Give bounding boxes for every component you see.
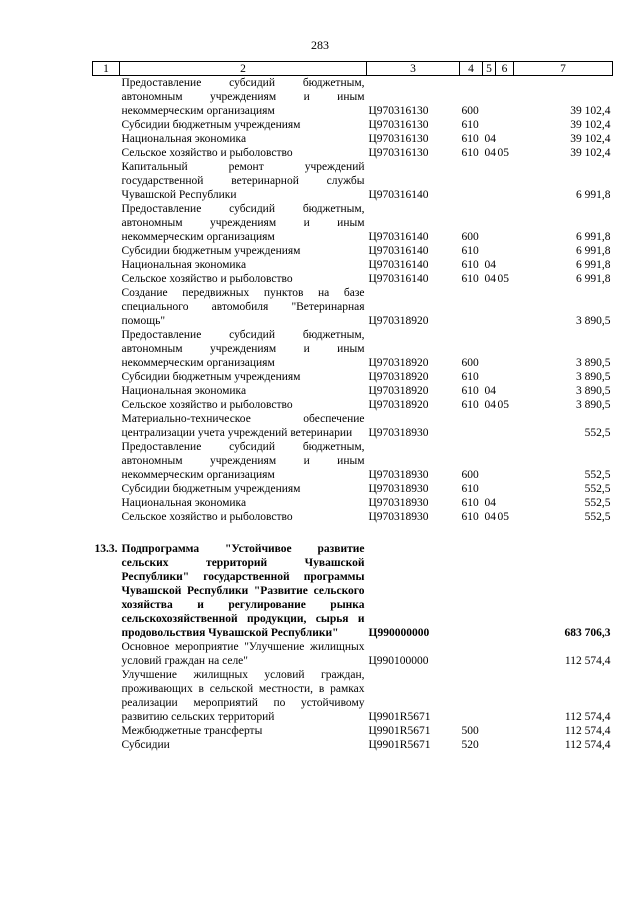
row-code: Ц9901R5671	[368, 711, 431, 723]
row-amount: 6 991,8	[576, 259, 611, 271]
row-name: Капитальный ремонт учреждений государственной ветеринарной службы Чувашской Республики	[121, 161, 365, 201]
table-row	[93, 286, 613, 328]
row-subsection	[496, 440, 514, 482]
row-expense-type: 610	[461, 147, 479, 159]
row-section	[483, 244, 496, 258]
row-section: 04	[484, 273, 496, 285]
row-amount: 552,5	[584, 469, 611, 481]
row-name: Подпрограмма "Устойчивое развитие сельских территорий Чувашской Республики" государственной программы Чувашской Республики "Развитие сельского хозяйства и регулирование рынка сельскохозяйственной продукции, сырья и продовольствия Чувашской Республики"	[121, 543, 365, 639]
row-amount: 112 574,4	[564, 655, 611, 667]
row-name: Субсидии бюджетным учреждениям	[121, 483, 301, 495]
column-header: 2	[120, 62, 367, 76]
table-row	[93, 76, 613, 119]
row-amount: 39 102,4	[570, 119, 611, 131]
row-section	[483, 724, 496, 738]
page-number: 283	[311, 38, 329, 52]
row-expense-type	[460, 286, 483, 328]
row-code: Ц970318930	[368, 511, 429, 523]
row-code: Ц970318920	[368, 357, 429, 369]
row-subsection	[496, 328, 514, 370]
row-expense-type	[460, 668, 483, 724]
row-name: Межбюджетные трансферты	[121, 725, 263, 737]
row-section: 04	[484, 259, 496, 271]
row-number	[93, 440, 120, 482]
row-name: Сельское хозяйство и рыболовство	[121, 511, 293, 523]
row-subsection	[496, 738, 514, 752]
row-code: Ц970316140	[368, 231, 429, 243]
row-number	[93, 328, 120, 370]
row-expense-type: 610	[461, 483, 479, 495]
row-code: Ц970316140	[368, 245, 429, 257]
row-subsection: 05	[497, 511, 509, 523]
table-row	[93, 118, 613, 132]
row-subsection	[496, 202, 514, 244]
row-subsection	[496, 286, 514, 328]
table-row	[93, 258, 613, 272]
row-amount: 3 890,5	[576, 315, 611, 327]
row-code: Ц990100000	[368, 655, 429, 667]
table-row	[93, 510, 613, 524]
table-row	[93, 370, 613, 384]
row-expense-type: 610	[461, 385, 479, 397]
row-expense-type: 610	[461, 511, 479, 523]
row-number: 13.3.	[94, 543, 118, 555]
row-section	[483, 412, 496, 440]
row-name: Предоставление субсидий бюджетным, автономным учреждениям и иным некоммерческим организациям	[121, 77, 365, 117]
row-name: Субсидии	[121, 739, 170, 751]
row-expense-type: 600	[461, 231, 479, 243]
table-row	[93, 440, 613, 482]
row-section	[483, 440, 496, 482]
row-expense-type: 610	[461, 259, 479, 271]
row-section	[483, 668, 496, 724]
row-amount: 39 102,4	[570, 147, 611, 159]
row-number	[93, 510, 120, 524]
column-header: 6	[496, 62, 514, 76]
row-code: Ц970318930	[368, 483, 429, 495]
row-amount: 3 890,5	[576, 399, 611, 411]
row-expense-type: 610	[461, 245, 479, 257]
table-row	[93, 398, 613, 412]
row-number	[93, 640, 120, 668]
row-code: Ц970318930	[368, 427, 429, 439]
row-subsection	[496, 132, 514, 146]
column-header: 4	[460, 62, 483, 76]
row-number	[93, 244, 120, 258]
column-header: 3	[367, 62, 460, 76]
row-section	[483, 370, 496, 384]
row-code: Ц970318930	[368, 497, 429, 509]
row-section	[483, 482, 496, 496]
row-expense-type	[460, 412, 483, 440]
row-number	[93, 398, 120, 412]
row-subsection	[496, 370, 514, 384]
table-row	[93, 384, 613, 398]
row-expense-type: 600	[461, 469, 479, 481]
row-section: 04	[484, 511, 496, 523]
row-code: Ц970316140	[368, 273, 429, 285]
table-row	[93, 328, 613, 370]
spacer-row	[93, 524, 613, 542]
table-row	[93, 132, 613, 146]
row-amount: 39 102,4	[570, 133, 611, 145]
table-row	[93, 412, 613, 440]
table-row	[93, 724, 613, 738]
column-header: 7	[514, 62, 613, 76]
row-subsection	[496, 384, 514, 398]
row-expense-type: 610	[461, 119, 479, 131]
row-number	[93, 668, 120, 724]
row-expense-type: 600	[461, 357, 479, 369]
row-name: Основное мероприятие "Улучшение жилищных условий граждан на селе"	[121, 641, 365, 667]
row-expense-type: 520	[461, 739, 479, 751]
table-row	[93, 482, 613, 496]
row-number	[93, 738, 120, 752]
row-amount: 552,5	[584, 511, 611, 523]
row-name: Материально-техническое обеспечение централизации учета учреждений ветеринарии	[121, 413, 365, 439]
row-number	[93, 202, 120, 244]
row-section	[483, 286, 496, 328]
column-header: 1	[93, 62, 120, 76]
row-number	[93, 370, 120, 384]
row-name: Улучшение жилищных условий граждан, проживающих в сельской местности, в рамках реализации мероприятий по устойчивому развитию сельских территорий	[121, 669, 365, 723]
row-expense-type: 610	[461, 133, 479, 145]
row-name: Субсидии бюджетным учреждениям	[121, 371, 301, 383]
row-name: Создание передвижных пунктов на базе специального автомобиля "Ветеринарная помощь"	[121, 287, 365, 327]
row-amount: 112 574,4	[564, 711, 611, 723]
row-number	[93, 384, 120, 398]
row-expense-type: 610	[461, 273, 479, 285]
table-row	[93, 146, 613, 160]
table-row	[93, 202, 613, 244]
row-section: 04	[484, 133, 496, 145]
row-amount: 552,5	[584, 497, 611, 509]
row-name: Субсидии бюджетным учреждениям	[121, 245, 301, 257]
row-name: Предоставление субсидий бюджетным, автономным учреждениям и иным некоммерческим организациям	[121, 203, 365, 243]
row-section	[483, 640, 496, 668]
row-subsection: 05	[497, 147, 509, 159]
row-code: Ц970316130	[368, 119, 429, 131]
row-amount: 3 890,5	[576, 357, 611, 369]
row-amount: 683 706,3	[564, 627, 611, 639]
row-section: 04	[484, 385, 496, 397]
row-subsection	[496, 118, 514, 132]
row-number	[93, 496, 120, 510]
row-amount: 3 890,5	[576, 385, 611, 397]
row-subsection	[496, 76, 514, 119]
table-row	[93, 738, 613, 752]
row-name: Субсидии бюджетным учреждениям	[121, 119, 301, 131]
row-number	[93, 132, 120, 146]
column-number-row	[93, 62, 613, 76]
row-amount: 3 890,5	[576, 371, 611, 383]
table-row	[93, 542, 613, 640]
row-amount: 552,5	[584, 427, 611, 439]
row-code: Ц970318920	[368, 399, 429, 411]
row-code: Ц970316130	[368, 105, 429, 117]
row-code: Ц970318920	[368, 371, 429, 383]
table-row	[93, 160, 613, 202]
row-section	[483, 160, 496, 202]
row-subsection	[496, 258, 514, 272]
row-number	[93, 482, 120, 496]
row-section	[483, 202, 496, 244]
row-name: Национальная экономика	[121, 259, 247, 271]
row-expense-type: 610	[461, 399, 479, 411]
row-number	[93, 272, 120, 286]
row-number	[93, 160, 120, 202]
row-amount: 6 991,8	[576, 245, 611, 257]
row-amount: 6 991,8	[576, 231, 611, 243]
row-code: Ц970316140	[368, 259, 429, 271]
row-subsection	[496, 496, 514, 510]
row-amount: 39 102,4	[570, 105, 611, 117]
table-row	[93, 272, 613, 286]
row-section	[483, 118, 496, 132]
table-row	[93, 668, 613, 724]
row-name: Предоставление субсидий бюджетным, автономным учреждениям и иным некоммерческим организациям	[121, 329, 365, 369]
row-subsection	[496, 668, 514, 724]
row-subsection	[496, 482, 514, 496]
row-number	[93, 286, 120, 328]
row-expense-type	[460, 542, 483, 640]
row-subsection: 05	[497, 399, 509, 411]
table-row	[93, 244, 613, 258]
row-code: Ц970318920	[368, 385, 429, 397]
row-code: Ц970318930	[368, 469, 429, 481]
row-code: Ц970318920	[368, 315, 429, 327]
row-subsection	[496, 724, 514, 738]
row-section	[483, 542, 496, 640]
row-section	[483, 738, 496, 752]
row-expense-type	[460, 160, 483, 202]
budget-table	[92, 61, 613, 752]
row-number	[93, 76, 120, 119]
row-subsection	[496, 542, 514, 640]
row-code: Ц990000000	[368, 627, 430, 639]
row-name: Национальная экономика	[121, 133, 247, 145]
row-name: Национальная экономика	[121, 385, 247, 397]
row-section: 04	[484, 399, 496, 411]
row-expense-type: 500	[461, 725, 479, 737]
row-subsection	[496, 640, 514, 668]
row-code: Ц9901R5671	[368, 725, 431, 737]
row-amount: 552,5	[584, 483, 611, 495]
row-amount: 112 574,4	[564, 725, 611, 737]
row-name: Предоставление субсидий бюджетным, автономным учреждениям и иным некоммерческим организациям	[121, 441, 365, 481]
row-section	[483, 328, 496, 370]
row-code: Ц970316140	[368, 189, 429, 201]
row-expense-type	[460, 640, 483, 668]
row-code: Ц970316130	[368, 133, 429, 145]
row-expense-type: 610	[461, 371, 479, 383]
row-name: Национальная экономика	[121, 497, 247, 509]
row-amount: 112 574,4	[564, 739, 611, 751]
row-expense-type: 610	[461, 497, 479, 509]
row-subsection: 05	[497, 273, 509, 285]
table-row	[93, 640, 613, 668]
row-subsection	[496, 160, 514, 202]
row-number	[93, 724, 120, 738]
row-section: 04	[484, 147, 496, 159]
row-number	[93, 146, 120, 160]
row-amount: 6 991,8	[576, 273, 611, 285]
table-row	[93, 496, 613, 510]
row-subsection	[496, 412, 514, 440]
row-amount: 6 991,8	[576, 189, 611, 201]
row-number	[93, 412, 120, 440]
row-section: 04	[484, 497, 496, 509]
row-expense-type: 600	[461, 105, 479, 117]
row-code: Ц9901R5671	[368, 739, 431, 751]
row-name: Сельское хозяйство и рыболовство	[121, 273, 293, 285]
row-name: Сельское хозяйство и рыболовство	[121, 147, 293, 159]
row-name: Сельское хозяйство и рыболовство	[121, 399, 293, 411]
row-subsection	[496, 244, 514, 258]
column-header: 5	[483, 62, 496, 76]
row-section	[483, 76, 496, 119]
row-code: Ц970316130	[368, 147, 429, 159]
row-number	[93, 258, 120, 272]
row-number	[93, 118, 120, 132]
